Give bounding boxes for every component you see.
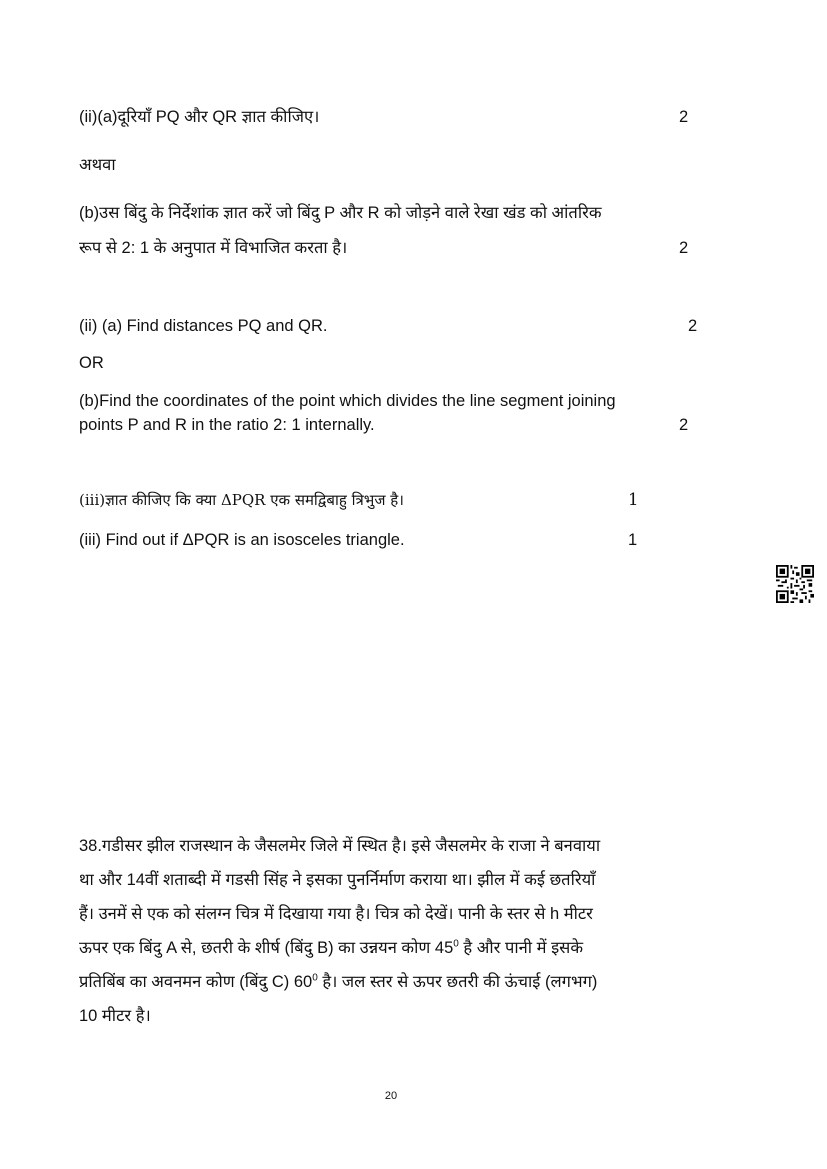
q-ii-b-english-line1: (b)Find the coordinates of the point which divides the line segment joining xyxy=(79,392,616,410)
qr-code-icon xyxy=(776,565,814,603)
q-ii-b-hindi-marks: 2 xyxy=(679,239,689,257)
q-ii-b-hindi-line1: (b)उस बिंदु के निर्देशांक ज्ञात करें जो बिंदु P और R को जोड़ने वाले रेखा खंड को आंतरिक xyxy=(79,204,602,222)
q-iii-english-marks: 1 xyxy=(628,531,638,549)
q-iii-hindi-marks: 1 xyxy=(628,490,639,509)
q-ii-a-english-marks: 2 xyxy=(688,317,698,335)
q-iii-english: (iii) Find out if ΔPQR is an isosceles triangle. xyxy=(79,531,405,549)
q-ii-a-english: (ii) (a) Find distances PQ and QR. xyxy=(79,317,328,335)
q38-line1: 38.गडीसर झील राजस्थान के जैसलमेर जिले में स्थित है। इसे जैसलमेर के राजा ने बनवाया xyxy=(79,837,601,855)
degree-sup: 0 xyxy=(453,938,459,950)
q-ii-b-english-line2: points P and R in the ratio 2: 1 internally. xyxy=(79,416,375,434)
q-ii-b-hindi-line2: रूप से 2: 1 के अनुपात में विभाजित करता है। xyxy=(79,239,348,257)
q38-line6: 10 मीटर है। xyxy=(79,1007,151,1025)
q-ii-b-english-marks: 2 xyxy=(679,416,689,434)
q38-line4 xyxy=(79,937,583,959)
q38-line4-tail: है और पानी में इसके xyxy=(458,939,583,957)
q-ii-a-hindi-marks: 2 xyxy=(679,108,689,126)
q38-line2: था और 14वीं शताब्दी में गडसी सिंह ने इसका पुनर्निर्माण कराया था। झील में कई छतरियाँ xyxy=(79,871,596,889)
q38-line4-text: ऊपर एक बिंदु A से, छतरी के शीर्ष (बिंदु B) का उन्नयन कोण 45 xyxy=(79,939,454,957)
or-hindi: अथवा xyxy=(79,156,116,174)
page-number: 20 xyxy=(384,1090,398,1102)
q38-line5-tail: है। जल स्तर से ऊपर छतरी की ऊंचाई (लगभग) xyxy=(317,973,598,991)
q38-line5 xyxy=(79,971,597,993)
q-ii-a-hindi: (ii)(a)दूरियाँ PQ और QR ज्ञात कीजिए। xyxy=(79,108,320,126)
q38-line3: हैं। उनमें से एक को संलग्न चित्र में दिखाया गया है। चित्र को देखें। पानी के स्तर से h मीटर xyxy=(79,905,593,923)
q38-line5-text: प्रतिबिंब का अवनमन कोण (बिंदु C) 60 xyxy=(79,973,313,991)
q-iii-hindi: (iii)ज्ञात कीजिए कि क्या ΔPQR एक समद्विबाहु त्रिभुज है। xyxy=(79,491,404,509)
degree-sup: 0 xyxy=(312,972,318,984)
or-english: OR xyxy=(79,354,104,372)
